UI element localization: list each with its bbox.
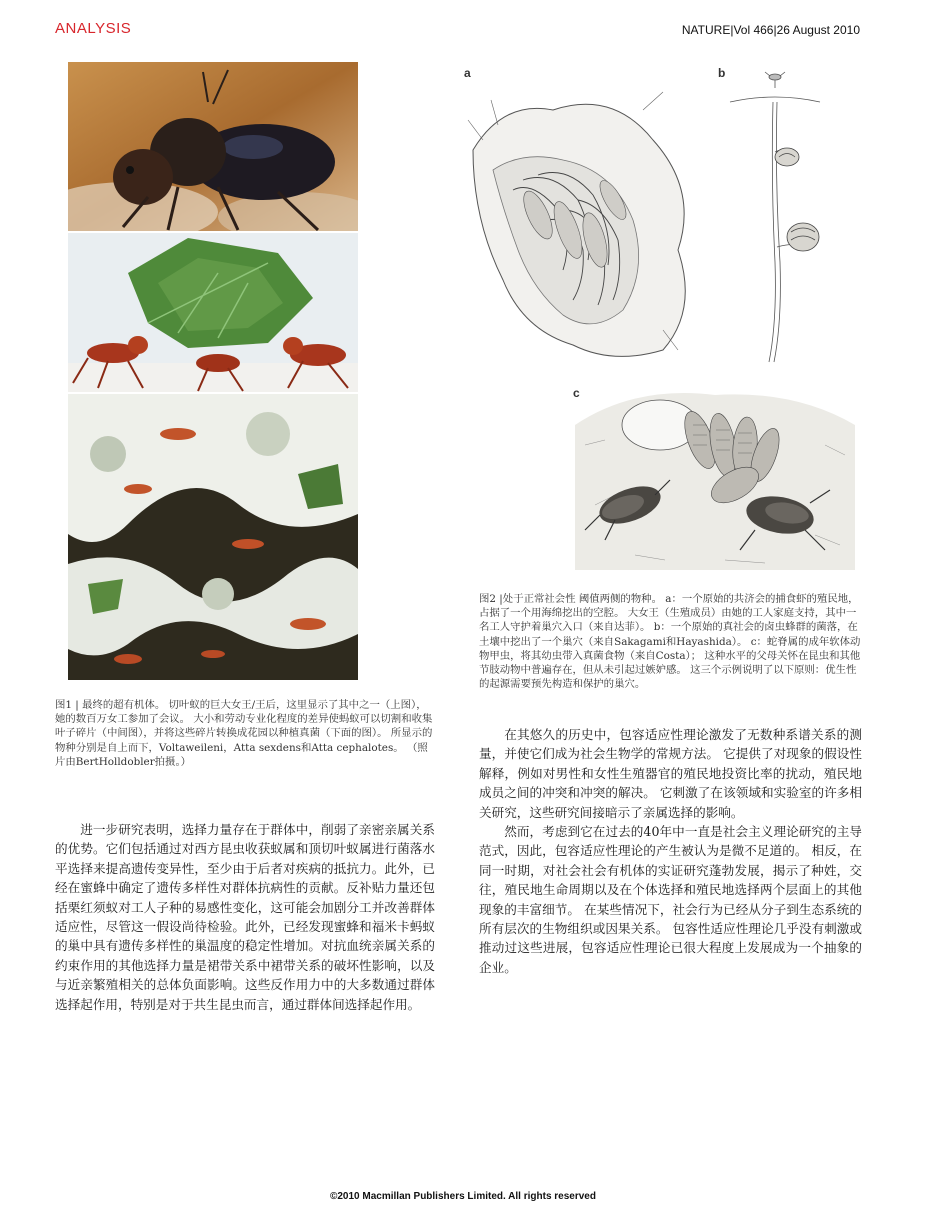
body-left-column [55, 820, 435, 1014]
fungus-garden-photo [68, 394, 358, 680]
figure2-panel-c-label: c [573, 386, 580, 400]
beetle-larvae-drawing [575, 385, 855, 570]
figure2-panel-a-label: a [464, 66, 471, 80]
figure2-caption: 图2 |处于正常社会性 阈值两侧的物种。 a：一个原始的共济会的捕食虾的殖民地，占据了一个用海绵挖出的空腔。 大女王（生殖成员）由她的工人家庭支持，其中一名工人守护着巢穴入口（来自达菲）。 b：一个原始的真社会的卤虫蜂群的菌落，在土壤中挖出了一个巢穴（来自Sakagami和Hayashida）。 c：蛇脊属的成年软体动物甲虫，将其幼虫带入真菌食物（来自Costa）； 这种水平的父母关怀在昆虫和其他节肢动物中普遍存在，但从未引起过嫉妒感。 这三个示例说明了以下原则：优生性的起源需要预先构造和保护的巢穴。 [479, 593, 861, 691]
body-paragraph: 进一步研究表明，选择力量存在于群体中，削弱了亲密亲属关系的优势。它们包括通过对西方昆虫收获蚁属和顶切叶蚁属进行菌落水平选择来提高遗传变异性，至少由于后者对疾病的抵抗力。此外，已经在蜜蜂中确定了遗传多样性对群体抗病性的贡献。反补贴力量还包括栗红须蚁对工人子种的易感性变化，这可能会加剧分工并改善群体适应性，尽管这一假设尚待检验。此外，已经发现蜜蜂和福米卡蚂蚁的巢中具有遗传多样性的巢温度的稳定性增加。对抗血统亲属关系的约束作用的其他选择力量是裙带关系中裙带关系的破坏性影响，以及与近亲繁殖相关的总体负面影响。这些反作用力中的大多数通过群体选择起作用，特别是对于共生昆虫而言，通过群体间选择起作用。 [55, 822, 435, 1012]
copyright-footer: ©2010 Macmillan Publishers Limited. All rights reserved [330, 1191, 596, 1202]
section-label: ANALYSIS [55, 20, 132, 37]
body-paragraph: 在其悠久的历史中，包容适应性理论激发了无数种系谱关系的测量，并使它们成为社会生物学的常规方法。 它提供了对现象的假设性解释，例如对男性和女性生殖器官的殖民地投资比率的扰动，殖民地成员之间的冲突和冲突的解决。 它刺激了在该领域和实验室的许多相关研究，这些研究间接暗示了亲属选择的影响。 [479, 727, 862, 820]
leafcutter-ants-photo [68, 233, 358, 392]
body-paragraph: 然而，考虑到它在过去的40年中一直是社会主义理论研究的主导范式，因此，包容适应性理论的产生被认为是微不足道的。 相反，在同一时期，对社会社会有机体的实证研究蓬勃发展，揭示了种姓，交往，殖民地生命周期以及在个体选择和殖民地选择两个层面上的其他现象的丰富细节。 在某些情况下，社会行为已经从分子到生态系统的所有层次的生物组织或因果关系。 包容性适应性理论几乎没有刺激或推动过这些进展，包容适应性理论已很大程度上发展成为一个抽象的企业。 [479, 824, 862, 975]
sponge-shrimp-drawing [463, 80, 713, 360]
figure2-panel-b-label: b [718, 66, 726, 80]
figure1-caption: 图1 | 最终的超有机体。 切叶蚁的巨大女王/王后，这里显示了其中之一（上图），她的数百万女工参加了会议。 大小和劳动专业化程度的差异使蚂蚁可以切割和收集叶子碎片（中间图），并将这些碎片转换成花园以种植真菌（下面的图）。 所显示的物种分别是自上而下，Voltaweileni，Atta sexdens和Atta cephalotes。 （照片由BertHolldobler拍摄。） [55, 699, 433, 768]
journal-issue-line: NATURE|Vol 466|26 August 2010 [681, 23, 860, 37]
queen-ant-photo [68, 62, 358, 231]
bee-nest-burrow-drawing [725, 62, 840, 382]
body-right-column [479, 725, 862, 977]
